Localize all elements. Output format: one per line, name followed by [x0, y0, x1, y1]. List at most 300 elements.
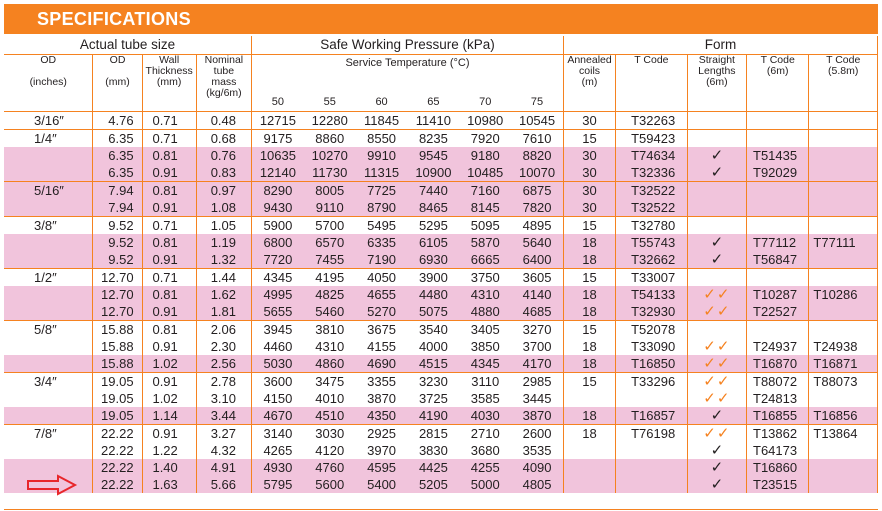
pressure-value: 10070: [518, 165, 556, 180]
pressure-value: 3140: [263, 426, 293, 441]
pressure-value: 4050: [367, 270, 397, 285]
cell-pressures: [252, 164, 564, 182]
pressure-value: 5600: [315, 477, 345, 492]
cell-t-code-6m: T24937: [747, 338, 809, 355]
cell-nominal-mass: 2.06: [196, 321, 251, 339]
pressure-value: 3850: [470, 339, 500, 354]
pressure-value: 3540: [418, 322, 448, 337]
cell-annealed-coils: 15: [563, 217, 615, 235]
cell-annealed-coils: 18: [563, 286, 615, 303]
cell-t-code: T59423: [616, 130, 688, 148]
pressure-value: 5030: [263, 356, 293, 371]
cell-t-code: T16857: [616, 407, 688, 425]
cell-pressures: [252, 425, 564, 443]
table-row: [4, 373, 878, 391]
pressure-value: 2600: [522, 426, 552, 441]
temp-65: 65: [427, 96, 440, 108]
pressure-value: 5000: [470, 477, 500, 492]
check-icon: ✓: [687, 164, 746, 182]
pressure-value: 4120: [315, 443, 345, 458]
cell-od-mm: 22.22: [93, 476, 142, 493]
cell-od-inches: 5/8″: [4, 321, 93, 339]
cell-od-mm: 9.52: [93, 234, 142, 251]
pressure-value: 4190: [418, 408, 448, 423]
cell-t-code-6m: T23515: [747, 476, 809, 493]
temp-60: 60: [375, 96, 388, 108]
pressure-value: 8790: [367, 200, 397, 215]
cell-wall-thickness: 0.91: [142, 199, 196, 217]
cell-od-mm: 12.70: [93, 286, 142, 303]
cell-od-inches: [4, 234, 93, 251]
cell-t-code: [616, 476, 688, 493]
cell-annealed-coils: [563, 459, 615, 476]
check-icon: ✓: [687, 251, 746, 269]
pressure-value: 3830: [418, 443, 448, 458]
table-row: [4, 182, 878, 200]
pressure-value: 7455: [315, 252, 345, 267]
pressure-value: 4310: [315, 339, 345, 354]
pressure-value: 10270: [311, 148, 348, 163]
pressure-value: 4595: [367, 460, 397, 475]
pressure-value: 3675: [367, 322, 397, 337]
cell-nominal-mass: 0.68: [196, 130, 251, 148]
cell-nominal-mass: 1.62: [196, 286, 251, 303]
cell-nominal-mass: 5.66: [196, 476, 251, 493]
pressure-value: 10980: [467, 113, 504, 128]
cell-pressures: [252, 182, 564, 200]
cell-t-code: T32336: [616, 164, 688, 182]
pressure-value: 11315: [363, 165, 400, 180]
cell-t-code-5-8m: T10286: [809, 286, 878, 303]
cell-wall-thickness: 0.91: [142, 303, 196, 321]
pressure-value: 3970: [367, 443, 397, 458]
check-icon: [687, 182, 746, 200]
pressure-value: 11845: [363, 113, 400, 128]
table-row: [4, 459, 878, 476]
pressure-value: 4170: [522, 356, 552, 371]
pressure-value: 2925: [367, 426, 397, 441]
pressure-value: 4255: [470, 460, 500, 475]
group-header-row: [4, 36, 878, 55]
cell-od-inches: [4, 355, 93, 373]
group-safe-working-pressure: Safe Working Pressure (kPa): [252, 36, 564, 55]
pressure-value: 4090: [522, 460, 552, 475]
pressure-value: 12140: [259, 165, 296, 180]
pressure-value: 5295: [418, 218, 448, 233]
cell-pressures: [252, 373, 564, 391]
col-straight-lengths: Straight Lengths (6m): [687, 55, 746, 112]
cell-od-mm: 22.22: [93, 425, 142, 443]
cell-t-code-6m: [747, 199, 809, 217]
cell-od-mm: 7.94: [93, 182, 142, 200]
check-icon: ✓: [687, 147, 746, 164]
col-nominal-mass: Nominal tube mass (kg/6m): [196, 55, 251, 112]
cell-t-code: T32522: [616, 199, 688, 217]
pressure-value: 8235: [418, 131, 448, 146]
cell-annealed-coils: 30: [563, 147, 615, 164]
pressure-value: 6930: [418, 252, 448, 267]
cell-t-code: T32263: [616, 112, 688, 130]
right-arrow-outline-icon: [26, 474, 78, 496]
temp-75: 75: [530, 96, 544, 108]
pressure-value: 3405: [470, 322, 500, 337]
pressure-value: 3475: [315, 374, 345, 389]
col-t-code-6m: T Code (6m): [747, 55, 809, 112]
cell-annealed-coils: [563, 390, 615, 407]
table-row: [4, 217, 878, 235]
pressure-value: 3110: [471, 374, 500, 389]
cell-t-code-6m: T77112: [747, 234, 809, 251]
pressure-value: 3725: [418, 391, 448, 406]
cell-t-code-5-8m: T88073: [809, 373, 878, 391]
cell-t-code: T32522: [616, 182, 688, 200]
cell-t-code-5-8m: [809, 217, 878, 235]
cell-od-inches: 5/16″: [4, 182, 93, 200]
pressure-value: 4670: [263, 408, 293, 423]
check-icon: ✓✓: [687, 390, 746, 407]
cell-od-mm: 19.05: [93, 407, 142, 425]
page-title: SPECIFICATIONS: [37, 9, 191, 29]
cell-annealed-coils: 18: [563, 425, 615, 443]
pressure-value: 11730: [312, 165, 348, 180]
cell-wall-thickness: 1.22: [142, 442, 196, 459]
cell-nominal-mass: 2.56: [196, 355, 251, 373]
cell-wall-thickness: 0.71: [142, 112, 196, 130]
pressure-value: 8145: [470, 200, 500, 215]
cell-annealed-coils: 18: [563, 355, 615, 373]
pressure-value: 4825: [315, 287, 345, 302]
cell-wall-thickness: 1.63: [142, 476, 196, 493]
spec-rows: [4, 112, 878, 494]
pressure-value: 9175: [263, 131, 293, 146]
table-row: [4, 338, 878, 355]
pressure-value: 6400: [522, 252, 552, 267]
cell-od-inches: 1/2″: [4, 269, 93, 287]
pressure-value: 8290: [263, 183, 293, 198]
cell-wall-thickness: 0.91: [142, 338, 196, 355]
cell-t-code-6m: [747, 182, 809, 200]
check-icon: [687, 321, 746, 339]
cell-pressures: [252, 338, 564, 355]
cell-t-code-5-8m: [809, 476, 878, 493]
col-t-code-5-8m: T Code (5.8m): [809, 55, 878, 112]
check-icon: ✓✓: [687, 338, 746, 355]
cell-od-inches: [4, 147, 93, 164]
cell-nominal-mass: 4.91: [196, 459, 251, 476]
cell-nominal-mass: 2.78: [196, 373, 251, 391]
cell-t-code-6m: T13862: [747, 425, 809, 443]
pressure-value: 3600: [263, 374, 293, 389]
pressure-value: 5095: [470, 218, 500, 233]
table-bottom-border: [4, 509, 878, 510]
pressure-value: 10485: [467, 165, 504, 180]
pressure-value: 4690: [367, 356, 397, 371]
col-t-code: T Code: [616, 55, 688, 112]
cell-od-inches: [4, 442, 93, 459]
cell-annealed-coils: 18: [563, 407, 615, 425]
temp-55: 55: [323, 96, 336, 108]
cell-t-code-5-8m: T77111: [809, 234, 878, 251]
group-actual-tube-size: Actual tube size: [4, 36, 252, 55]
cell-od-mm: 22.22: [93, 459, 142, 476]
pressure-value: 6570: [315, 235, 345, 250]
cell-t-code-6m: T16860: [747, 459, 809, 476]
cell-od-inches: [4, 164, 93, 182]
cell-nominal-mass: 1.44: [196, 269, 251, 287]
table-row: [4, 321, 878, 339]
cell-nominal-mass: 1.08: [196, 199, 251, 217]
cell-od-inches: 3/8″: [4, 217, 93, 235]
table-row: [4, 407, 878, 425]
cell-t-code-5-8m: [809, 199, 878, 217]
cell-t-code-6m: T92029: [747, 164, 809, 182]
cell-od-mm: 4.76: [93, 112, 142, 130]
cell-t-code-5-8m: [809, 164, 878, 182]
cell-wall-thickness: 0.91: [142, 251, 196, 269]
pressure-value: 4895: [522, 218, 552, 233]
pressure-value: 6875: [522, 183, 552, 198]
cell-annealed-coils: 15: [563, 269, 615, 287]
cell-t-code-5-8m: [809, 147, 878, 164]
pressure-value: 4030: [470, 408, 500, 423]
pressure-value: 4805: [522, 477, 552, 492]
cell-wall-thickness: 0.91: [142, 425, 196, 443]
cell-pressures: [252, 251, 564, 269]
table-row: [4, 269, 878, 287]
pressure-value: 8860: [315, 131, 345, 146]
cell-wall-thickness: 0.71: [142, 130, 196, 148]
pressure-value: 7440: [418, 183, 448, 198]
pressure-value: 8820: [522, 148, 552, 163]
cell-nominal-mass: 3.27: [196, 425, 251, 443]
pressure-value: 4685: [522, 304, 552, 319]
cell-pressures: [252, 407, 564, 425]
pressure-value: 3230: [418, 374, 448, 389]
cell-od-mm: 6.35: [93, 147, 142, 164]
cell-od-mm: 12.70: [93, 303, 142, 321]
cell-t-code-6m: T22527: [747, 303, 809, 321]
service-temperature-label: Service Temperature (°C): [345, 57, 470, 69]
check-icon: [687, 130, 746, 148]
pressure-value: 5640: [522, 235, 552, 250]
pressure-value: 2710: [470, 426, 500, 441]
cell-t-code: T33296: [616, 373, 688, 391]
check-icon: ✓: [687, 459, 746, 476]
table-row: [4, 234, 878, 251]
cell-t-code-5-8m: [809, 112, 878, 130]
cell-annealed-coils: 30: [563, 112, 615, 130]
pressure-value: 3870: [367, 391, 397, 406]
check-icon: [687, 199, 746, 217]
pressure-value: 4860: [315, 356, 345, 371]
check-icon: ✓: [687, 407, 746, 425]
cell-od-mm: 15.88: [93, 355, 142, 373]
cell-t-code-5-8m: [809, 390, 878, 407]
cell-wall-thickness: 0.81: [142, 182, 196, 200]
cell-pressures: [252, 286, 564, 303]
check-icon: ✓✓: [687, 425, 746, 443]
table-row: [4, 199, 878, 217]
cell-nominal-mass: 1.32: [196, 251, 251, 269]
cell-pressures: [252, 147, 564, 164]
cell-t-code: T74634: [616, 147, 688, 164]
pressure-value: 3445: [522, 391, 552, 406]
check-icon: ✓✓: [687, 355, 746, 373]
cell-wall-thickness: 0.81: [142, 147, 196, 164]
cell-od-mm: 19.05: [93, 373, 142, 391]
cell-od-inches: 3/16″: [34, 113, 64, 128]
table-row: [4, 112, 878, 130]
pressure-value: 5075: [418, 304, 448, 319]
col-od-mm: OD (mm): [93, 55, 142, 112]
cell-od-mm: 22.22: [93, 442, 142, 459]
pressure-value: 7920: [470, 131, 500, 146]
cell-t-code: T32662: [616, 251, 688, 269]
cell-pressures: [252, 303, 564, 321]
pressure-value: 9545: [418, 148, 448, 163]
pressure-value: 4880: [470, 304, 500, 319]
table-row: [4, 442, 878, 459]
pressure-value: 4510: [315, 408, 345, 423]
col-od-inches: OD (inches): [4, 55, 93, 112]
pressure-value: 7610: [522, 131, 552, 146]
cell-wall-thickness: 0.91: [142, 164, 196, 182]
table-row: [4, 164, 878, 182]
pressure-value: 3810: [315, 322, 345, 337]
pressure-value: 9430: [263, 200, 293, 215]
pressure-value: 3270: [522, 322, 552, 337]
cell-od-mm: 6.35: [93, 164, 142, 182]
pressure-value: 11410: [415, 113, 451, 128]
cell-wall-thickness: 0.91: [142, 373, 196, 391]
cell-t-code: [616, 459, 688, 476]
cell-od-inches: [4, 303, 93, 321]
cell-t-code-5-8m: [809, 321, 878, 339]
cell-wall-thickness: 0.71: [142, 217, 196, 235]
cell-od-mm: 6.35: [93, 130, 142, 148]
check-icon: [687, 269, 746, 287]
cell-t-code-6m: [747, 269, 809, 287]
pressure-value: 8465: [418, 200, 448, 215]
cell-od-inches: [4, 251, 93, 269]
cell-wall-thickness: 0.81: [142, 234, 196, 251]
cell-nominal-mass: 1.81: [196, 303, 251, 321]
cell-t-code-6m: [747, 217, 809, 235]
pressure-value: 4995: [263, 287, 293, 302]
cell-nominal-mass: 1.05: [196, 217, 251, 235]
pressure-value: 9110: [315, 200, 344, 215]
cell-annealed-coils: [563, 442, 615, 459]
pressure-value: 7160: [470, 183, 500, 198]
table-row: [4, 390, 878, 407]
cell-od-inches: [4, 286, 93, 303]
pressure-value: 4000: [418, 339, 448, 354]
pressure-value: 7820: [522, 200, 552, 215]
pressure-value: 12715: [259, 113, 296, 128]
pressure-value: 4150: [263, 391, 293, 406]
cell-t-code-5-8m: T24938: [809, 338, 878, 355]
cell-t-code-5-8m: T16856: [809, 407, 878, 425]
pressure-value: 5270: [367, 304, 397, 319]
cell-t-code: T55743: [616, 234, 688, 251]
pressure-value: 3900: [418, 270, 448, 285]
cell-annealed-coils: [563, 476, 615, 493]
column-header-row: [4, 55, 878, 112]
cell-pressures: [252, 234, 564, 251]
pressure-value: 4345: [263, 270, 293, 285]
pressure-value: 4345: [470, 356, 500, 371]
cell-t-code: T32930: [616, 303, 688, 321]
check-icon: ✓✓: [687, 303, 746, 321]
cell-nominal-mass: 3.10: [196, 390, 251, 407]
pressure-value: 4010: [315, 391, 345, 406]
pressure-value: 4265: [263, 443, 293, 458]
pressure-value: 6105: [418, 235, 448, 250]
cell-wall-thickness: 1.02: [142, 355, 196, 373]
pressure-value: 8005: [315, 183, 345, 198]
cell-pressures: [252, 217, 564, 235]
pressure-value: 6665: [470, 252, 500, 267]
pressure-value: 5700: [315, 218, 345, 233]
cell-nominal-mass: 0.97: [196, 182, 251, 200]
cell-od-inches: 7/8″: [4, 425, 93, 443]
cell-t-code: T54133: [616, 286, 688, 303]
cell-t-code-5-8m: [809, 182, 878, 200]
cell-wall-thickness: 0.81: [142, 321, 196, 339]
pressure-value: 4460: [263, 339, 293, 354]
cell-t-code-6m: T16855: [747, 407, 809, 425]
temp-50: 50: [271, 96, 285, 108]
pressure-value: 4515: [418, 356, 448, 371]
cell-t-code: T32780: [616, 217, 688, 235]
cell-od-mm: 19.05: [93, 390, 142, 407]
check-icon: [687, 112, 746, 130]
cell-t-code-5-8m: [809, 269, 878, 287]
cell-od-mm: 12.70: [93, 269, 142, 287]
pressure-value: 4350: [367, 408, 397, 423]
check-icon: ✓: [687, 234, 746, 251]
cell-annealed-coils: 18: [563, 338, 615, 355]
pressure-value: 4655: [367, 287, 397, 302]
pressure-value: 10635: [259, 148, 296, 163]
cell-t-code-6m: T51435: [747, 147, 809, 164]
pressure-value: 5495: [367, 218, 397, 233]
pressure-value: 4195: [315, 270, 345, 285]
table-row: [4, 355, 878, 373]
pressure-value: 9910: [367, 148, 397, 163]
pressure-value: 3605: [522, 270, 552, 285]
cell-t-code-6m: T10287: [747, 286, 809, 303]
pressure-value: 10545: [518, 113, 556, 128]
cell-pressures: [252, 476, 564, 493]
cell-t-code: T33007: [616, 269, 688, 287]
pressure-value: 5655: [263, 304, 293, 319]
check-icon: ✓: [687, 476, 746, 493]
cell-t-code-6m: [747, 130, 809, 148]
cell-t-code-6m: T56847: [747, 251, 809, 269]
check-icon: ✓✓: [687, 373, 746, 391]
cell-od-inches: [4, 407, 93, 425]
cell-od-mm: 9.52: [93, 251, 142, 269]
cell-pressures: [252, 321, 564, 339]
cell-t-code-6m: T16870: [747, 355, 809, 373]
table-row: [4, 130, 878, 148]
cell-t-code: T76198: [616, 425, 688, 443]
pressure-value: 8550: [367, 131, 397, 146]
cell-annealed-coils: 18: [563, 303, 615, 321]
cell-t-code-5-8m: T16871: [809, 355, 878, 373]
pressure-value: 4480: [418, 287, 448, 302]
